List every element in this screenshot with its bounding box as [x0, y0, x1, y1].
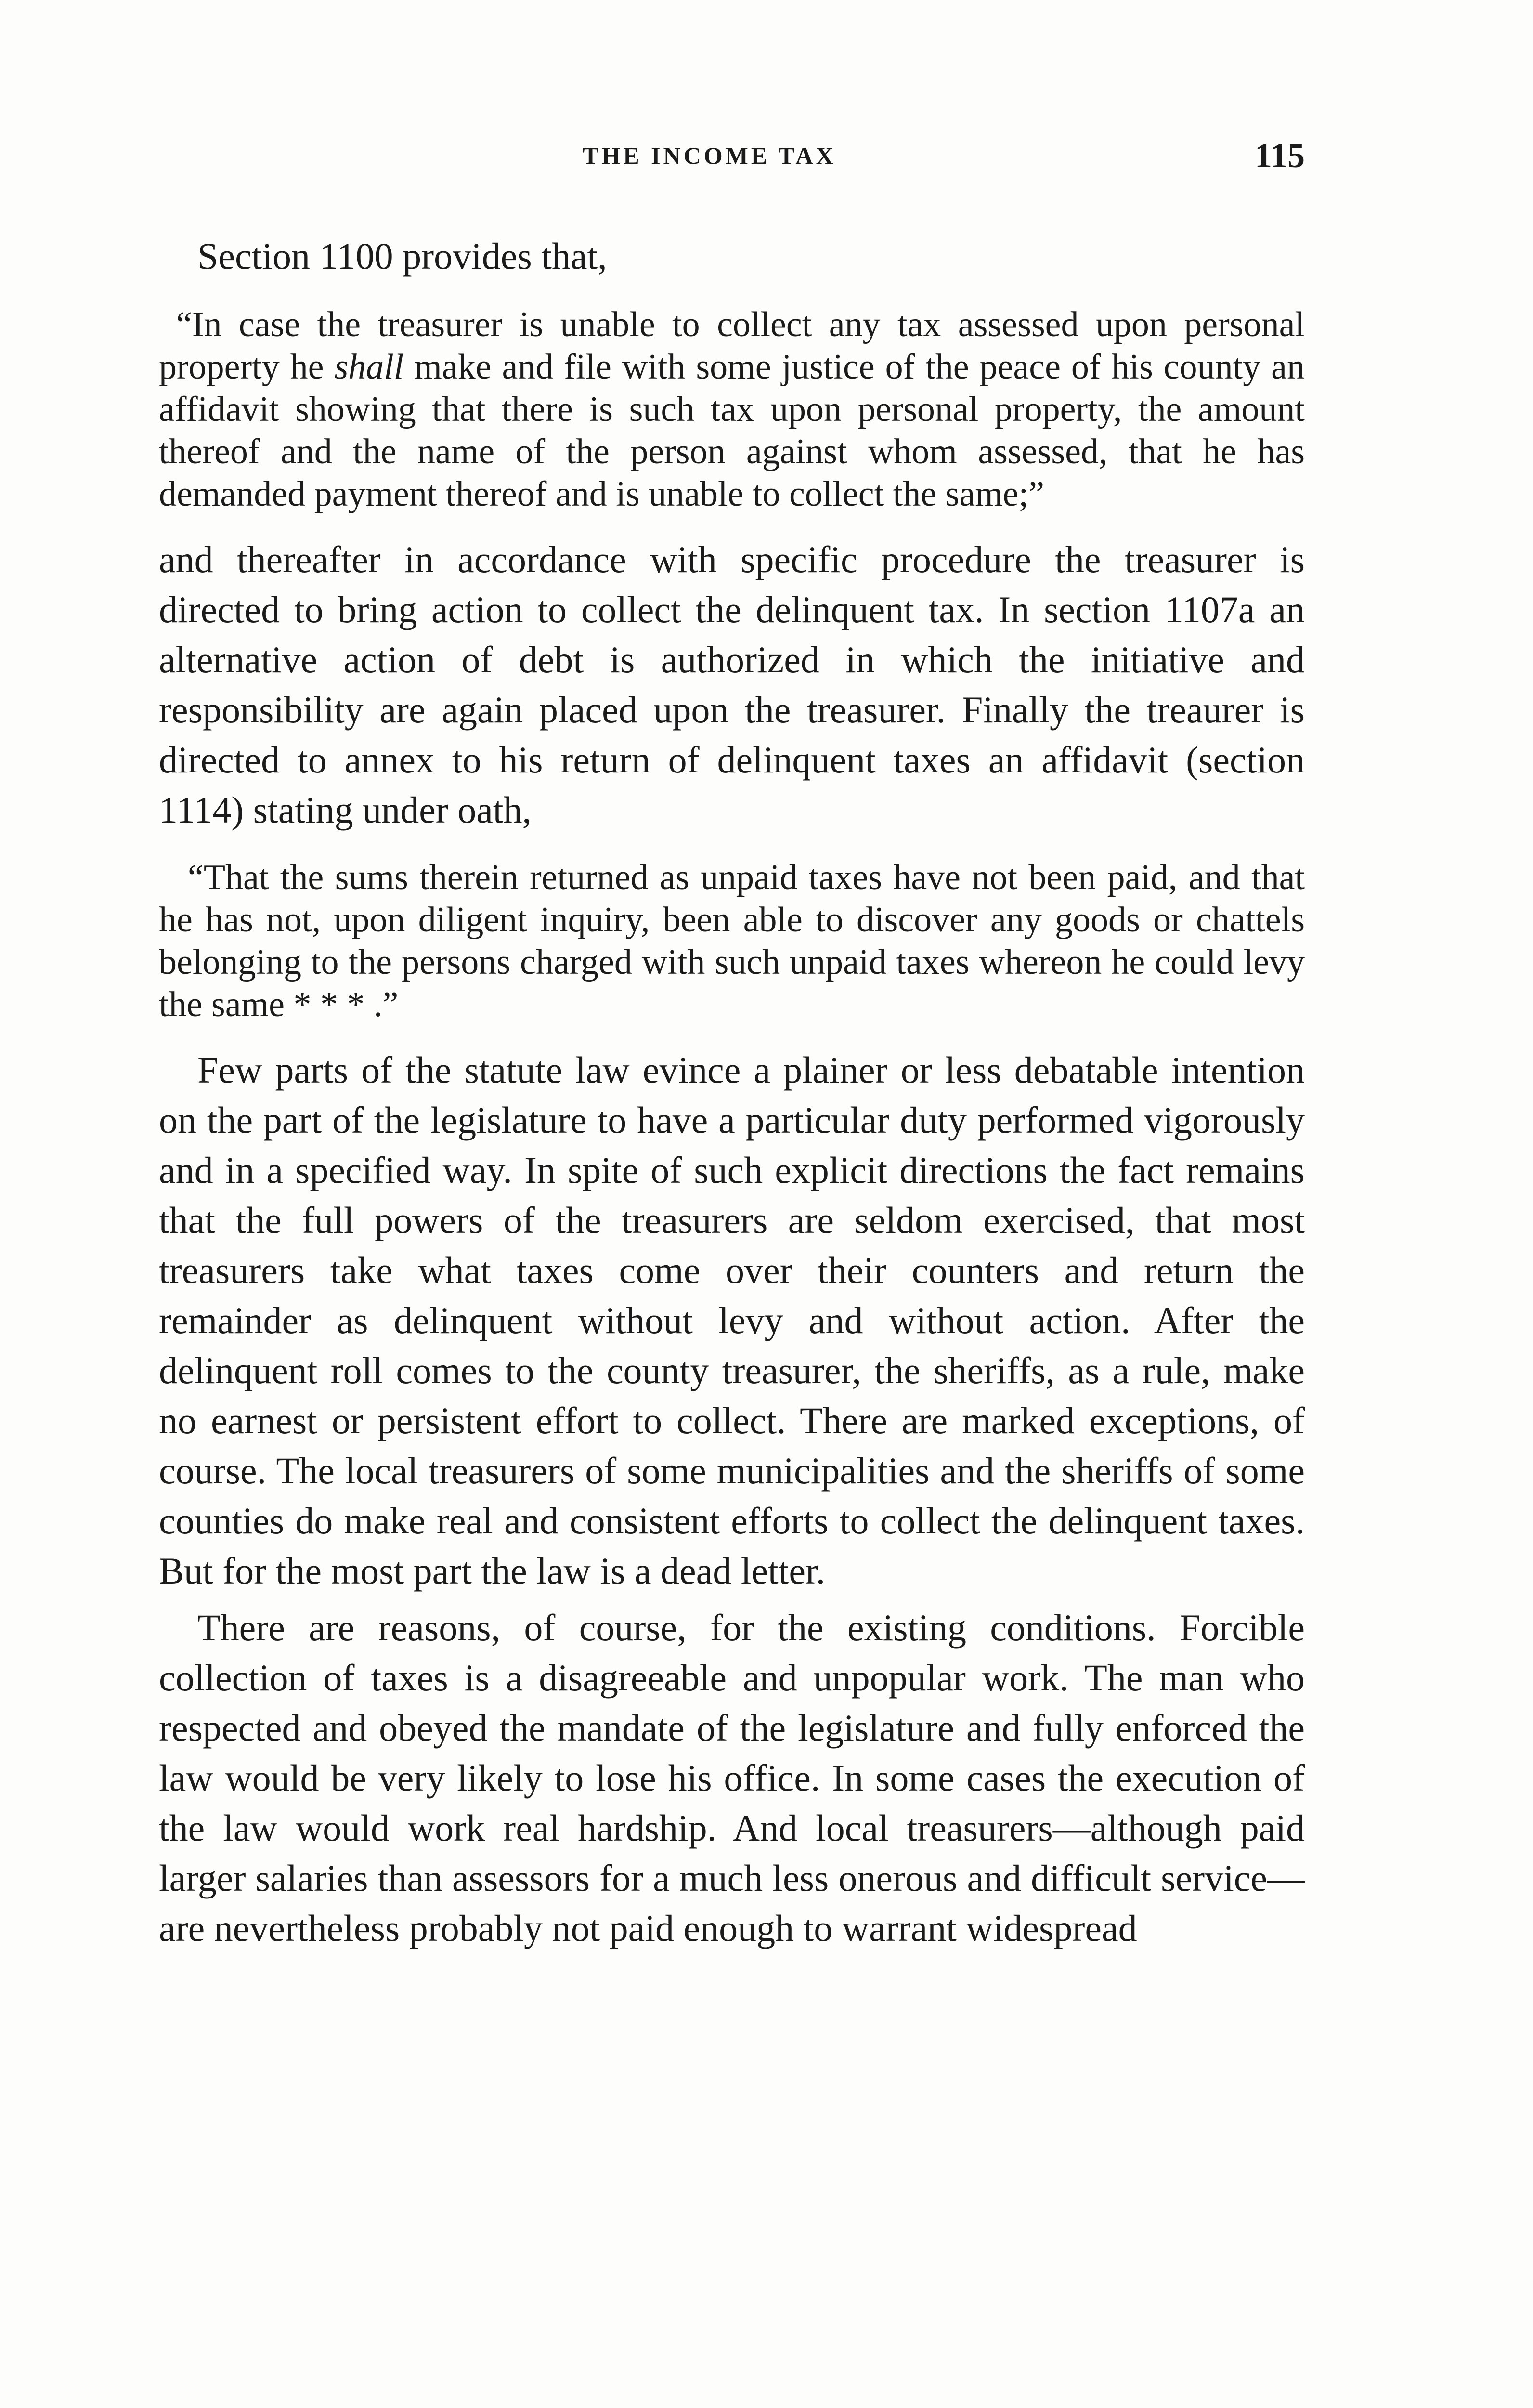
intro-line: Section 1100 provides that,: [197, 235, 607, 277]
page-number: 115: [1254, 136, 1305, 175]
block-quote-section-1114: “That the sums therein returned as unpaid taxes have not been paid, and that he has not, upon diligent inquiry, been able to discover any goods or chattels belonging to the persons charged with such unpaid taxes whereon he could levy the same * * * .”: [159, 858, 1305, 1024]
quote-text: “In case the treasurer is unable to collect any tax assessed upon personal property he: [159, 305, 1305, 387]
page-header: [159, 136, 1305, 179]
quote-text: make and file with some justice of the peace of his county an affidavit showing that there is such tax upon personal property, the amount thereof and the name of the person against whom assessed, that he has demanded payment thereof and is unable to collect the same;”: [159, 347, 1305, 514]
emphasis-word: shall: [334, 347, 404, 387]
body-paragraph: There are reasons, of course, for the existing conditions. Forcible collection of taxes is a disagreeable and unpopular work. The man who respected and obeyed the mandate of the legislature and fully enforced the law would be very likely to lose his office. In some cases the execution of the law would work real hardship. And local treasurers—although paid larger salaries than assessors for a much less onerous and difficult service—are nevertheless probably not paid enough to warrant widespread: [159, 1607, 1305, 1949]
continuation-paragraph: and thereafter in accordance with specific procedure the treasurer is directed to bring action to collect the delinquent tax. In section 1107a an alternative action of debt is authorized in which the initiative and responsibility are again placed upon the treasurer. Finally the treaurer is directed to annex to his return of delinquent taxes an affidavit (section 1114) stating under oath,: [159, 538, 1305, 831]
page-body: [159, 231, 1305, 1960]
block-quote-section-1100: [159, 303, 1305, 515]
body-paragraph: Few parts of the statute law evince a plainer or less debatable intention on the part of the legislature to have a particular duty performed vigorously and in a specified way. In spite of such explicit directions the fact remains that the full powers of the treasurers are seldom exercised, that most treasurers take what taxes come over their counters and return the remainder as delinquent without levy and without action. After the delinquent roll comes to the county treasurer, the sheriffs, as a rule, make no earnest or persistent effort to collect. There are marked exceptions, of course. The local treasurers of some municipalities and the sheriffs of some counties do make real and consistent efforts to collect the delinquent taxes. But for the most part the law is a dead letter.: [159, 1049, 1305, 1592]
running-title: THE INCOME TAX: [583, 142, 836, 169]
